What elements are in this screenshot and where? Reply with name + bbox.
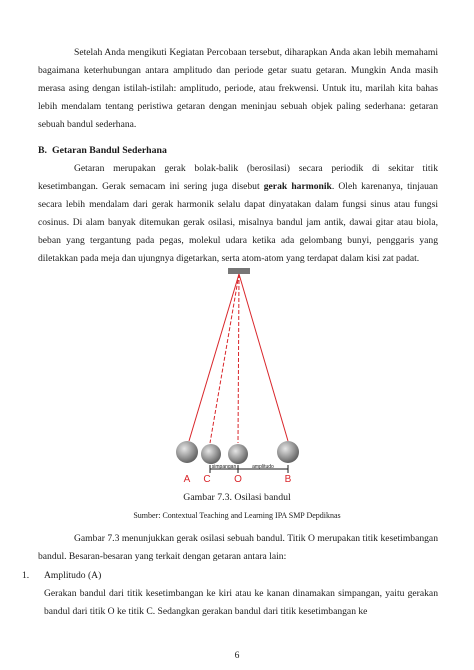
ball-o — [228, 444, 248, 464]
list-item-1-number: 1. — [22, 570, 30, 581]
amplitudo-label: amplitudo — [252, 464, 274, 470]
string-b — [239, 274, 288, 441]
section-paragraph — [38, 160, 438, 268]
section-paragraph-part2: . Oleh karenanya, tinjauan secara lebih mendalam dari gerak harmonik selalu dapat dinyatakan dalam fungsi sinus atau fungsi cosinus. Di alam banyak ditemukan gerak osilasi, misalnya bandul jam antik, dawai gitar atau biola, beban yang tergantung pada pegas, molekul udara ketika ada gelombang bunyi, penggaris yang diletakkan pada meja dan ujungnya digetarkan, serta atom-atom yang terdapat dalam kisi zat padat. — [38, 181, 438, 264]
intro-paragraph: Setelah Anda mengikuti Kegiatan Percobaan tersebut, diharapkan Anda akan lebih memahami bagaimana keterhubungan antara amplitudo dan periode getar suatu getaran. Mungkin Anda masih merasa asing dengan istilah-istilah: amplitudo, periode, atau frekwensi. Untuk itu, marilah kita bahas lebih mendalam tentang peristiwa getaran dengan meninjau sebuah objek paling sederhana: getaran sebuah bandul sederhana. — [38, 47, 438, 130]
list-item-1-heading: Amplitudo (A) — [44, 570, 102, 581]
list-item-1-title — [22, 567, 101, 585]
page-number: 6 — [234, 650, 240, 661]
ball-b — [277, 441, 299, 463]
gerak-harmonik-term: gerak harmonik — [263, 181, 332, 192]
pendulum-figure — [160, 265, 320, 490]
section-paragraph-part1: Getaran merupakan gerak bolak-balik (berosilasi) secara periodik di sekitar titik kesetimbangan. Gerak semacam ini sering juga disebut — [38, 163, 438, 192]
figure-caption: Gambar 7.3. Osilasi bandul — [183, 492, 291, 503]
string-o — [238, 274, 239, 443]
list-item-1-text: Gerakan bandul dari titik kesetimbangan ke kiri atau ke kanan dinamakan simpangan, yaitu gerakan bandul dari titik O ke titik C. Sedangkan gerakan bandul dari titik kesetimbangan ke — [44, 588, 438, 617]
label-o: O — [234, 474, 242, 485]
ceiling-block — [228, 268, 250, 274]
section-heading — [38, 145, 167, 156]
label-b: B — [284, 474, 292, 485]
simpangan-label: simpangan — [211, 464, 237, 470]
section-title: Getaran Bandul Sederhana — [52, 145, 167, 156]
ball-c — [201, 444, 221, 464]
label-a: A — [183, 474, 191, 485]
ball-a — [176, 441, 198, 463]
string-c — [210, 274, 239, 443]
string-a — [189, 274, 239, 441]
section-number: B. — [38, 145, 47, 156]
label-c: C — [203, 474, 211, 485]
after-figure-paragraph: Gambar 7.3 menunjukkan gerak osilasi sebuah bandul. Titik O merupakan titik kesetimbangan bandul. Besaran-besaran yang terkait dengan getaran antara lain: — [38, 533, 438, 562]
figure-source: Sumber: Contextual Teaching and Learning IPA SMP Depdiknas — [133, 511, 341, 520]
